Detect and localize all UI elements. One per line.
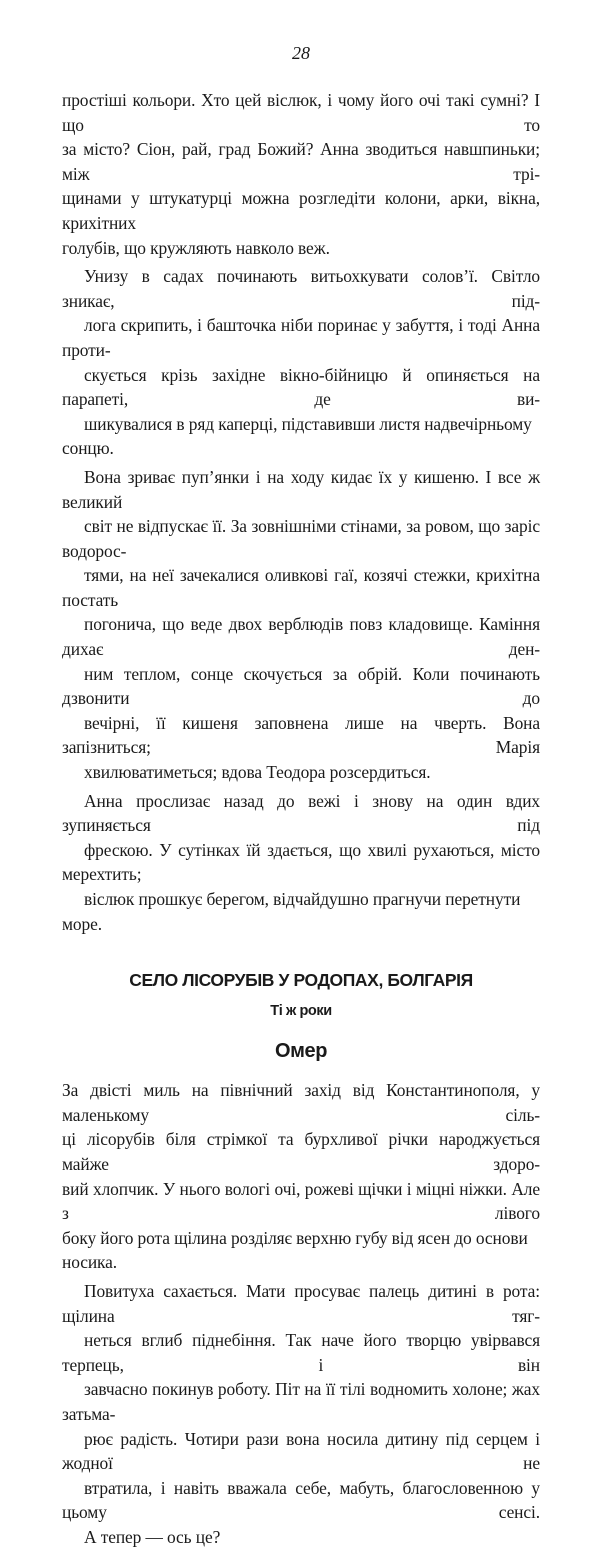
- paragraph: [62, 1078, 540, 1275]
- text-line: А тепер — ось це?: [84, 1526, 221, 1547]
- chapter-name-heading: Омер: [274, 1040, 328, 1063]
- text-line: вий хлопчик. У нього вологі очі, рожеві щічки і міцні ніжки. Але з лівого: [62, 1178, 540, 1224]
- page-text: [62, 88, 540, 1549]
- text-line: лога скрипить, і башточка ніби поринає у забуття, і тоді Анна проти-: [62, 315, 540, 360]
- chapter-text-omer: [62, 1078, 540, 1549]
- text-line: погонича, що веде двох верблюдів повз кладовище. Каміння дихає ден-: [62, 614, 540, 660]
- section-subtitle: Ті ж роки: [270, 1003, 332, 1020]
- text-line: Унизу в садах починають витьохкувати солов’ї. Світло зникає, під-: [62, 266, 540, 311]
- text-line: неться вглиб піднебіння. Так наче його творцю увірвався терпець, і він: [62, 1330, 540, 1375]
- text-line: фрескою. У сутінках їй здається, що хвилі рухаються, місто мерехтить;: [62, 839, 540, 885]
- text-line: тями, на неї зачекалися оливкові гаї, козячі стежки, крихітна постать: [62, 565, 540, 610]
- text-line: За двісті миль на північний захід від Константинополя, у маленькому сіль-: [62, 1080, 540, 1125]
- chapter-text-anna: [62, 88, 540, 936]
- paragraph: [62, 264, 540, 461]
- text-line: шикувалися в ряд каперці, підставивши листя надвечірньому сонцю.: [62, 413, 532, 459]
- paragraph: [62, 465, 540, 785]
- text-line: ці лісорубів біля стрімкої та бурхливої річки народжується майже здоро-: [62, 1129, 540, 1174]
- text-line: боку його рота щілина розділяє верхню губу від ясен до основи носика.: [62, 1227, 528, 1273]
- text-line: ним теплом, сонце скочується за обрій. Коли починають дзвонити до: [62, 663, 540, 709]
- paragraph: [62, 789, 540, 937]
- text-line: рює радість. Чотири рази вона носила дитину під серцем і жодної не: [62, 1428, 540, 1474]
- text-line: вечірні, її кишеня заповнена лише на чверть. Вона запізниться; Марія: [62, 712, 540, 758]
- text-line: Вона зриває пуп’янки і на ходу кидає їх у кишеню. І все ж великий: [62, 466, 540, 512]
- text-line: скується крізь західне вікно-бійницю й опиняється на парапеті, де ви-: [62, 364, 540, 410]
- section-heading: СЕЛО ЛІСОРУБІВ У РОДОПАХ, БОЛГАРІЯ: [129, 970, 473, 991]
- paragraph: [62, 1279, 540, 1549]
- text-line: за місто? Сіон, рай, град Божий? Анна зводиться навшпиньки; між трі-: [62, 139, 540, 184]
- text-line: хвилюватиметься; вдова Теодора розсердиться.: [84, 762, 431, 783]
- text-line: голубів, що кружляють навколо веж.: [62, 237, 330, 258]
- text-line: віслюк прошкує берегом, відчайдушно прагнучи перетнути море.: [62, 889, 521, 934]
- text-line: світ не відпускає її. За зовнішніми стінами, за ровом, що заріс водорос-: [62, 516, 540, 561]
- text-line: простіші кольори. Хто цей віслюк, і чому його очі такі сумні? І що то: [62, 90, 540, 135]
- text-line: Анна прослизає назад до вежі і знову на один вдих зупиняється під: [62, 790, 540, 836]
- text-line: завчасно покинув роботу. Піт на її тілі водномить холоне; жах затьма-: [62, 1379, 540, 1424]
- paragraph: [62, 88, 540, 260]
- text-line: втратила, і навіть вважала себе, мабуть, благословенною у цьому сенсі.: [62, 1477, 540, 1523]
- page-number: 28: [292, 43, 310, 63]
- text-line: щинами у штукатурці можна розгледіти колони, арки, вікна, крихітних: [62, 188, 540, 233]
- text-line: Повитуха сахається. Мати просуває палець дитині в рота: щілина тяг-: [62, 1280, 540, 1326]
- book-page: [62, 0, 540, 1547]
